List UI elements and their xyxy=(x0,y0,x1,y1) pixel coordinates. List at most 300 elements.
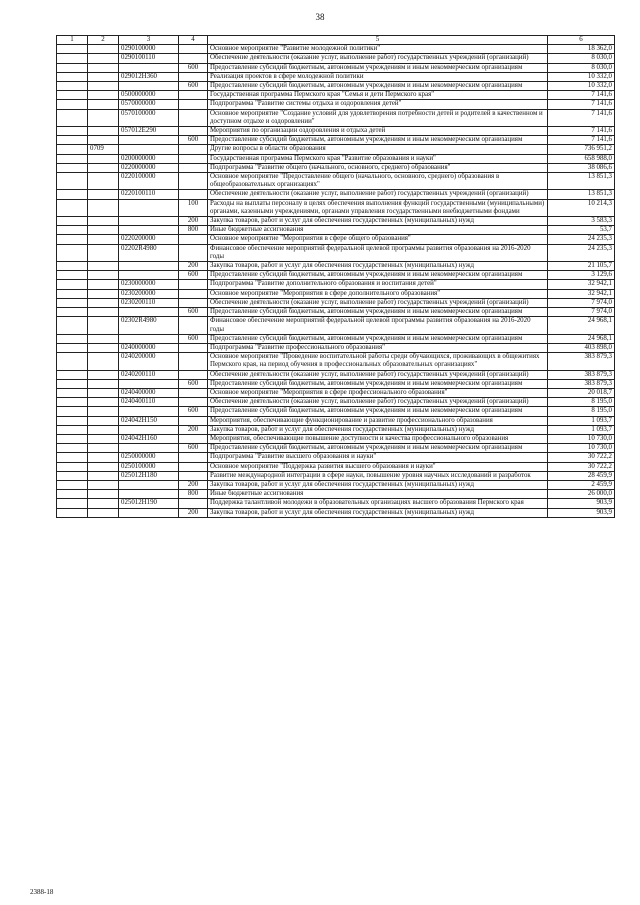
amount-cell: 24 968,1 xyxy=(548,334,615,343)
item-name-cell: Предоставление субсидий бюджетным, автономным учреждениям и иным некоммерческим организациям xyxy=(208,136,548,145)
expense-type-cell xyxy=(179,280,208,289)
item-name-cell: Реализация проектов в сфере молодежной политики xyxy=(208,72,548,81)
chapter-code-cell xyxy=(57,308,88,317)
table-row xyxy=(57,343,615,352)
amount-cell: 10 332,0 xyxy=(548,82,615,91)
target-code-cell xyxy=(119,63,179,72)
amount-cell: 10 730,0 xyxy=(548,444,615,453)
amount-cell: 7 141,6 xyxy=(548,100,615,109)
item-name-cell: Закупка товаров, работ и услуг для обеспечения государственных (муниципальных) нужд xyxy=(208,480,548,489)
section-code-cell xyxy=(88,226,119,235)
table-row xyxy=(57,235,615,244)
item-name-cell: Предоставление субсидий бюджетным, автономным учреждениям и иным некоммерческим организациям xyxy=(208,308,548,317)
expense-type-cell xyxy=(179,499,208,508)
expense-type-cell xyxy=(179,91,208,100)
target-code-cell: 0200000000 xyxy=(119,154,179,163)
item-name-cell: Подпрограмма "Развитие высшего образования и науки" xyxy=(208,453,548,462)
section-code-cell xyxy=(88,109,119,126)
item-name-cell: Предоставление субсидий бюджетным, автономным учреждениям и иным некоммерческим организациям xyxy=(208,63,548,72)
target-code-cell xyxy=(119,136,179,145)
chapter-code-cell xyxy=(57,271,88,280)
chapter-code-cell xyxy=(57,100,88,109)
table-row xyxy=(57,471,615,480)
expense-type-cell: 800 xyxy=(179,490,208,499)
table-row xyxy=(57,91,615,100)
expense-type-cell: 600 xyxy=(179,82,208,91)
header-col-1: 1 xyxy=(57,36,88,45)
expense-type-cell: 600 xyxy=(179,63,208,72)
table-row xyxy=(57,136,615,145)
target-code-cell: 0230200110 xyxy=(119,298,179,307)
section-code-cell xyxy=(88,407,119,416)
item-name-cell: Основное мероприятие "Предоставление общего (начального, основного, среднего) образования в общеобразовательных организациях" xyxy=(208,173,548,190)
expense-type-cell xyxy=(179,154,208,163)
section-code-cell xyxy=(88,54,119,63)
amount-cell: 7 974,0 xyxy=(548,298,615,307)
expense-type-cell xyxy=(179,370,208,379)
amount-cell: 32 942,1 xyxy=(548,280,615,289)
item-name-cell: Закупка товаров, работ и услуг для обеспечения государственных (муниципальных) нужд xyxy=(208,262,548,271)
section-code-cell xyxy=(88,379,119,388)
section-code-cell xyxy=(88,91,119,100)
header-row xyxy=(57,36,615,45)
amount-cell: 383 879,3 xyxy=(548,379,615,388)
target-code-cell: 025012Н180 xyxy=(119,471,179,480)
expense-type-cell: 600 xyxy=(179,379,208,388)
item-name-cell: Обеспечение деятельности (оказание услуг, выполнение работ) государственных учреждений (организаций) xyxy=(208,190,548,199)
target-code-cell: 0230200000 xyxy=(119,289,179,298)
section-code-cell xyxy=(88,480,119,489)
target-code-cell xyxy=(119,262,179,271)
item-name-cell: Предоставление субсидий бюджетным, автономным учреждениям и иным некоммерческим организациям xyxy=(208,444,548,453)
table-header xyxy=(57,36,615,45)
expense-type-cell xyxy=(179,317,208,334)
target-code-cell xyxy=(119,226,179,235)
section-code-cell xyxy=(88,163,119,172)
section-code-cell xyxy=(88,462,119,471)
expense-type-cell xyxy=(179,163,208,172)
chapter-code-cell xyxy=(57,45,88,54)
table-row xyxy=(57,434,615,443)
section-code-cell xyxy=(88,289,119,298)
amount-cell: 903,9 xyxy=(548,508,615,517)
section-code-cell xyxy=(88,370,119,379)
amount-cell: 21 105,7 xyxy=(548,262,615,271)
amount-cell: 7 141,6 xyxy=(548,136,615,145)
target-code-cell xyxy=(119,480,179,489)
amount-cell: 28 459,9 xyxy=(548,471,615,480)
table-row xyxy=(57,317,615,334)
section-code-cell xyxy=(88,398,119,407)
table-row xyxy=(57,444,615,453)
item-name-cell: Иные бюджетные ассигнования xyxy=(208,490,548,499)
section-code-cell xyxy=(88,262,119,271)
section-code-cell xyxy=(88,508,119,517)
document-id: 2388-18 xyxy=(30,888,54,896)
amount-cell: 8 195,0 xyxy=(548,407,615,416)
table-row xyxy=(57,425,615,434)
item-name-cell: Иные бюджетные ассигнования xyxy=(208,226,548,235)
target-code-cell xyxy=(119,379,179,388)
target-code-cell: 057012Е290 xyxy=(119,127,179,136)
item-name-cell: Другие вопросы в области образования xyxy=(208,145,548,154)
expense-type-cell: 600 xyxy=(179,308,208,317)
chapter-code-cell xyxy=(57,136,88,145)
section-code-cell xyxy=(88,100,119,109)
target-code-cell xyxy=(119,217,179,226)
section-code-cell xyxy=(88,388,119,397)
item-name-cell: Финансовое обеспечение мероприятий федеральной целевой программы развития образования на 2016-2020 годы xyxy=(208,244,548,261)
amount-cell: 1 093,7 xyxy=(548,425,615,434)
item-name-cell: Основное мероприятие "Мероприятия в сфере профессионального образования" xyxy=(208,388,548,397)
section-code-cell xyxy=(88,271,119,280)
target-code-cell xyxy=(119,508,179,517)
amount-cell: 658 988,0 xyxy=(548,154,615,163)
expense-type-cell: 600 xyxy=(179,334,208,343)
table-row xyxy=(57,127,615,136)
table-row xyxy=(57,334,615,343)
target-code-cell: 024042Н160 xyxy=(119,434,179,443)
chapter-code-cell xyxy=(57,217,88,226)
table-row xyxy=(57,289,615,298)
item-name-cell: Подпрограмма "Развитие системы отдыха и оздоровления детей" xyxy=(208,100,548,109)
table-row xyxy=(57,109,615,126)
section-code-cell xyxy=(88,244,119,261)
target-code-cell: 0570000000 xyxy=(119,100,179,109)
table-row xyxy=(57,271,615,280)
chapter-code-cell xyxy=(57,388,88,397)
chapter-code-cell xyxy=(57,190,88,199)
target-code-cell xyxy=(119,490,179,499)
table-row xyxy=(57,262,615,271)
target-code-cell: 0220000000 xyxy=(119,163,179,172)
target-code-cell: 0240400110 xyxy=(119,398,179,407)
expense-type-cell xyxy=(179,190,208,199)
item-name-cell: Государственная программа Пермского края "Развитие образования и науки" xyxy=(208,154,548,163)
section-code-cell xyxy=(88,317,119,334)
target-code-cell xyxy=(119,271,179,280)
expense-type-cell xyxy=(179,416,208,425)
expense-type-cell xyxy=(179,453,208,462)
header-col-3: 3 xyxy=(119,36,179,45)
amount-cell: 10 730,0 xyxy=(548,434,615,443)
table-row xyxy=(57,308,615,317)
target-code-cell: 0240000000 xyxy=(119,343,179,352)
amount-cell: 8 030,0 xyxy=(548,54,615,63)
amount-cell: 7 141,6 xyxy=(548,127,615,136)
amount-cell: 24 968,1 xyxy=(548,317,615,334)
item-name-cell: Расходы на выплаты персоналу в целях обеспечения выполнения функций государственными (муниципальными) органами, казенными учреждениями, органами управления государственными внебюджетными фондами xyxy=(208,199,548,216)
expense-type-cell xyxy=(179,353,208,370)
target-code-cell xyxy=(119,82,179,91)
chapter-code-cell xyxy=(57,480,88,489)
section-code-cell xyxy=(88,72,119,81)
amount-cell: 3 583,3 xyxy=(548,217,615,226)
section-code-cell xyxy=(88,235,119,244)
header-col-2: 2 xyxy=(88,36,119,45)
expense-type-cell xyxy=(179,100,208,109)
amount-cell: 2 459,9 xyxy=(548,480,615,489)
item-name-cell: Подпрограмма "Развитие профессионального образования" xyxy=(208,343,548,352)
table-row xyxy=(57,226,615,235)
section-code-cell xyxy=(88,127,119,136)
expense-type-cell xyxy=(179,388,208,397)
section-code-cell xyxy=(88,444,119,453)
chapter-code-cell xyxy=(57,280,88,289)
chapter-code-cell xyxy=(57,54,88,63)
chapter-code-cell xyxy=(57,490,88,499)
table-row xyxy=(57,508,615,517)
expense-type-cell xyxy=(179,398,208,407)
target-code-cell xyxy=(119,199,179,216)
chapter-code-cell xyxy=(57,444,88,453)
table-row xyxy=(57,45,615,54)
expense-type-cell xyxy=(179,45,208,54)
amount-cell: 10 214,3 xyxy=(548,199,615,216)
target-code-cell xyxy=(119,407,179,416)
header-col-4: 4 xyxy=(179,36,208,45)
table-row xyxy=(57,407,615,416)
expense-type-cell xyxy=(179,109,208,126)
item-name-cell: Обеспечение деятельности (оказание услуг, выполнение работ) государственных учреждений (организаций) xyxy=(208,298,548,307)
chapter-code-cell xyxy=(57,298,88,307)
chapter-code-cell xyxy=(57,416,88,425)
expense-type-cell xyxy=(179,471,208,480)
expense-type-cell: 100 xyxy=(179,199,208,216)
table-row xyxy=(57,353,615,370)
page-number: 38 xyxy=(315,12,325,22)
item-name-cell: Основное мероприятие "Мероприятия в сфере общего образования" xyxy=(208,235,548,244)
chapter-code-cell xyxy=(57,91,88,100)
section-code-cell xyxy=(88,416,119,425)
section-code-cell xyxy=(88,173,119,190)
amount-cell: 13 851,3 xyxy=(548,173,615,190)
chapter-code-cell xyxy=(57,471,88,480)
table-row xyxy=(57,388,615,397)
section-code-cell xyxy=(88,154,119,163)
table-row xyxy=(57,379,615,388)
section-code-cell xyxy=(88,45,119,54)
table-row xyxy=(57,244,615,261)
section-code-cell xyxy=(88,280,119,289)
table-row xyxy=(57,82,615,91)
item-name-cell: Основное мероприятие "Создание условий для удовлетворения потребности детей и родителей в качественном и доступном отдыхе и оздоровлении" xyxy=(208,109,548,126)
chapter-code-cell xyxy=(57,508,88,517)
amount-cell: 30 722,2 xyxy=(548,462,615,471)
amount-cell: 7 141,6 xyxy=(548,91,615,100)
table-row xyxy=(57,100,615,109)
chapter-code-cell xyxy=(57,63,88,72)
item-name-cell: Предоставление субсидий бюджетным, автономным учреждениям и иным некоммерческим организациям xyxy=(208,379,548,388)
section-code-cell xyxy=(88,453,119,462)
target-code-cell: 0250000000 xyxy=(119,453,179,462)
item-name-cell: Подпрограмма "Развитие общего (начального, основного, среднего) образования" xyxy=(208,163,548,172)
target-code-cell: 029012Н360 xyxy=(119,72,179,81)
header-col-5: 5 xyxy=(208,36,548,45)
chapter-code-cell xyxy=(57,407,88,416)
amount-cell: 24 235,3 xyxy=(548,235,615,244)
item-name-cell: Подпрограмма "Развитие дополнительного образования и воспитания детей" xyxy=(208,280,548,289)
target-code-cell xyxy=(119,444,179,453)
expense-type-cell xyxy=(179,298,208,307)
chapter-code-cell xyxy=(57,370,88,379)
section-code-cell xyxy=(88,63,119,72)
target-code-cell xyxy=(119,425,179,434)
chapter-code-cell xyxy=(57,154,88,163)
chapter-code-cell xyxy=(57,244,88,261)
amount-cell: 3 129,6 xyxy=(548,271,615,280)
chapter-code-cell xyxy=(57,127,88,136)
target-code-cell: 0290100000 xyxy=(119,45,179,54)
section-code-cell xyxy=(88,471,119,480)
section-code-cell xyxy=(88,82,119,91)
expense-type-cell xyxy=(179,145,208,154)
chapter-code-cell xyxy=(57,353,88,370)
chapter-code-cell xyxy=(57,398,88,407)
section-code-cell xyxy=(88,217,119,226)
section-code-cell xyxy=(88,199,119,216)
expense-type-cell: 600 xyxy=(179,407,208,416)
chapter-code-cell xyxy=(57,262,88,271)
table-row xyxy=(57,480,615,489)
section-code-cell xyxy=(88,434,119,443)
amount-cell: 736 951,2 xyxy=(548,145,615,154)
target-code-cell: 025012Н190 xyxy=(119,499,179,508)
chapter-code-cell xyxy=(57,199,88,216)
header-col-6: 6 xyxy=(548,36,615,45)
amount-cell: 53,7 xyxy=(548,226,615,235)
item-name-cell: Развитие международной интеграции в сфере науки, повышение уровня научных исследований и разработок xyxy=(208,471,548,480)
amount-cell: 20 018,7 xyxy=(548,388,615,397)
amount-cell: 7 974,0 xyxy=(548,308,615,317)
amount-cell: 403 898,0 xyxy=(548,343,615,352)
target-code-cell: 0240400000 xyxy=(119,388,179,397)
expense-type-cell: 600 xyxy=(179,444,208,453)
chapter-code-cell xyxy=(57,317,88,334)
target-code-cell: 0220100110 xyxy=(119,190,179,199)
section-code-cell xyxy=(88,136,119,145)
expense-type-cell: 800 xyxy=(179,226,208,235)
target-code-cell xyxy=(119,308,179,317)
expense-type-cell: 200 xyxy=(179,480,208,489)
amount-cell: 18 362,0 xyxy=(548,45,615,54)
table-row xyxy=(57,199,615,216)
section-code-cell xyxy=(88,499,119,508)
target-code-cell: 0570100000 xyxy=(119,109,179,126)
item-name-cell: Предоставление субсидий бюджетным, автономным учреждениям и иным некоммерческим организациям xyxy=(208,271,548,280)
table-row xyxy=(57,54,615,63)
item-name-cell: Закупка товаров, работ и услуг для обеспечения государственных (муниципальных) нужд xyxy=(208,425,548,434)
table-row xyxy=(57,173,615,190)
chapter-code-cell xyxy=(57,173,88,190)
table-row xyxy=(57,416,615,425)
item-name-cell: Обеспечение деятельности (оказание услуг, выполнение работ) государственных учреждений (организаций) xyxy=(208,370,548,379)
section-code-cell xyxy=(88,308,119,317)
item-name-cell: Основное мероприятие "Проведение воспитательной работы среди обучающихся, проживающих в общежитиях Пермского края, на период обучения в профессиональных образовательных организациях" xyxy=(208,353,548,370)
expense-type-cell xyxy=(179,235,208,244)
target-code-cell: 0500000000 xyxy=(119,91,179,100)
table-row xyxy=(57,462,615,471)
target-code-cell: 0290100110 xyxy=(119,54,179,63)
section-code-cell xyxy=(88,343,119,352)
expense-type-cell xyxy=(179,434,208,443)
chapter-code-cell xyxy=(57,425,88,434)
item-name-cell: Закупка товаров, работ и услуг для обеспечения государственных (муниципальных) нужд xyxy=(208,508,548,517)
target-code-cell: 02202R4980 xyxy=(119,244,179,261)
amount-cell: 1 093,7 xyxy=(548,416,615,425)
target-code-cell: 02302R4980 xyxy=(119,317,179,334)
target-code-cell: 0230000000 xyxy=(119,280,179,289)
chapter-code-cell xyxy=(57,462,88,471)
item-name-cell: Закупка товаров, работ и услуг для обеспечения государственных (муниципальных) нужд xyxy=(208,217,548,226)
amount-cell: 903,9 xyxy=(548,499,615,508)
table-row xyxy=(57,453,615,462)
chapter-code-cell xyxy=(57,343,88,352)
table-row xyxy=(57,154,615,163)
amount-cell: 8 195,0 xyxy=(548,398,615,407)
target-code-cell: 0240200000 xyxy=(119,353,179,370)
expense-type-cell xyxy=(179,127,208,136)
item-name-cell: Государственная программа Пермского края "Семья и дети Пермского края" xyxy=(208,91,548,100)
chapter-code-cell xyxy=(57,163,88,172)
table-row xyxy=(57,370,615,379)
amount-cell: 38 086,6 xyxy=(548,163,615,172)
chapter-code-cell xyxy=(57,145,88,154)
budget-table xyxy=(56,35,615,518)
amount-cell: 7 141,6 xyxy=(548,109,615,126)
item-name-cell: Обеспечение деятельности (оказание услуг, выполнение работ) государственных учреждений (организаций) xyxy=(208,54,548,63)
table-row xyxy=(57,72,615,81)
section-code-cell xyxy=(88,353,119,370)
chapter-code-cell xyxy=(57,434,88,443)
amount-cell: 26 000,0 xyxy=(548,490,615,499)
chapter-code-cell xyxy=(57,82,88,91)
table-row xyxy=(57,163,615,172)
item-name-cell: Предоставление субсидий бюджетным, автономным учреждениям и иным некоммерческим организациям xyxy=(208,82,548,91)
target-code-cell: 0220100000 xyxy=(119,173,179,190)
amount-cell: 8 030,0 xyxy=(548,63,615,72)
item-name-cell: Обеспечение деятельности (оказание услуг, выполнение работ) государственных учреждений (организаций) xyxy=(208,398,548,407)
item-name-cell: Поддержка талантливой молодежи в образовательных организациях высшего образования Пермского края xyxy=(208,499,548,508)
chapter-code-cell xyxy=(57,289,88,298)
item-name-cell: Основное мероприятие "Развитие молодежной политики" xyxy=(208,45,548,54)
target-code-cell: 024042Н150 xyxy=(119,416,179,425)
target-code-cell: 0220200000 xyxy=(119,235,179,244)
amount-cell: 24 235,3 xyxy=(548,244,615,261)
item-name-cell: Мероприятия, обеспечивающие повышение доступности и качества профессионального образования xyxy=(208,434,548,443)
chapter-code-cell xyxy=(57,499,88,508)
chapter-code-cell xyxy=(57,109,88,126)
item-name-cell: Мероприятия по организации оздоровления и отдыха детей xyxy=(208,127,548,136)
amount-cell: 383 879,3 xyxy=(548,353,615,370)
target-code-cell: 0250100000 xyxy=(119,462,179,471)
table-row xyxy=(57,398,615,407)
item-name-cell: Основное мероприятие "Мероприятия в сфере дополнительного образования" xyxy=(208,289,548,298)
amount-cell: 13 851,3 xyxy=(548,190,615,199)
item-name-cell: Мероприятия, обеспечивающие функционирование и развитие профессионального образования xyxy=(208,416,548,425)
expense-type-cell xyxy=(179,244,208,261)
section-code-cell xyxy=(88,425,119,434)
table-row xyxy=(57,145,615,154)
expense-type-cell: 600 xyxy=(179,136,208,145)
amount-cell: 10 332,0 xyxy=(548,72,615,81)
item-name-cell: Основное мероприятие "Поддержка развития высшего образования и науки" xyxy=(208,462,548,471)
expense-type-cell xyxy=(179,462,208,471)
amount-cell: 32 942,1 xyxy=(548,289,615,298)
expense-type-cell xyxy=(179,72,208,81)
table-row xyxy=(57,63,615,72)
chapter-code-cell xyxy=(57,379,88,388)
